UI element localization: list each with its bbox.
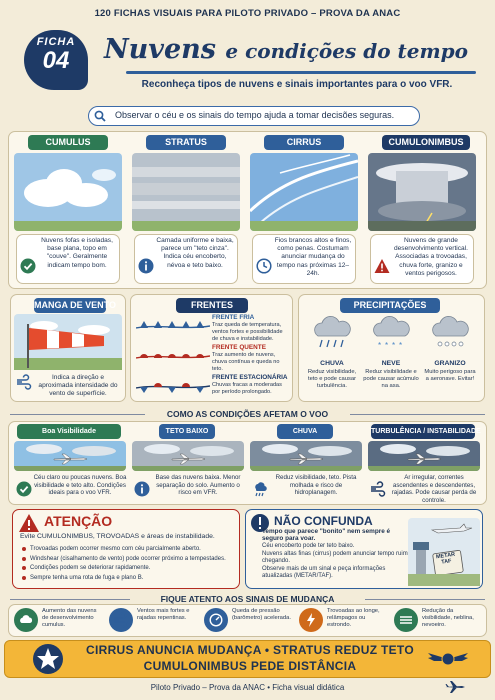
svg-text:*: * [378,341,382,350]
precip-illustration-chuva [310,314,354,350]
manga-desc: Indica a direção e aproximada intensidade do vento de superfície. [38,374,118,398]
condition-image [368,441,480,471]
cloud-image-cumulonimbus [368,153,476,231]
frentes-title: FRENTES [176,298,248,313]
cloud-desc: Camada uniforme e baixa, parece um "teto cinza". Indica céu encoberto, névoa e teto baixo. [156,237,234,269]
atencao-bullet: Condições podem se deteriorar rapidamente. [30,565,151,571]
warning-icon [18,513,40,533]
star-icon [32,643,64,675]
frente-name: FRENTE ESTACIONÁRIA [212,374,288,381]
condition-label: TETO BAIXO [159,424,215,439]
sinais-heading: FIQUE ATENTO AOS SINAIS DE MUDANÇA [160,594,335,604]
sinal-desc: Trovoadas ao longe, relâmpagos ou estrondo. [327,608,380,628]
page-subtitle: Reconheça tipos de nuvens e sinais importantes para o voo VFR. [141,79,453,90]
svg-text:*: * [392,341,396,350]
fog-icon [394,608,418,632]
wind-icon [16,374,32,390]
sinal-desc: Aumento das nuvens de desenvolvimento cumulus. [42,608,97,628]
gauge-icon [204,608,228,632]
divider-left-2 [10,599,130,600]
condition-label: TURBULÊNCIA / INSTABILIDADE [371,424,475,439]
frente-symbol [136,348,210,364]
precip-name: GRANIZO [434,360,466,367]
precip-desc: Muito perigoso para a aeronave. Evitar! [424,369,476,382]
lightning-icon [299,608,323,632]
confunda-title: NÃO CONFUNDA [274,514,373,528]
atencao-bullet: Trovoadas podem ocorrer mesmo com céu parcialmente aberto. [30,546,201,552]
svg-text:*: * [385,341,389,350]
cloud-label-cumulonimbus: CUMULONIMBUS [382,135,470,150]
clock-icon [256,258,272,274]
title-underline [126,71,476,74]
tip-bar: Observar o céu e os sinais do tempo ajuda a tomar decisões seguras. [88,106,420,126]
search-icon [94,110,106,122]
check-icon [20,258,36,274]
cloud-image-stratus [132,153,240,231]
condition-image [250,441,362,471]
confunda-line: Observe mais de um sinal e peça informações atualizadas (METAR/TAF). [262,566,386,580]
windsock-illustration [14,314,122,370]
confunda-line: Céu encoberto pode ter teto baixo. [262,543,355,549]
sinal-desc: Queda de pressão (barômetro) acelerada. [232,608,291,621]
precip-illustration-granizo [428,314,472,350]
cloud-image-cumulus [14,153,122,231]
precip-name: CHUVA [320,360,344,367]
frente-desc: Traz queda de temperatura, ventos fortes e possibilidade de chuva e instabilidade. [212,322,283,342]
precip-desc: Reduz visibilidade e pode causar acúmulo na asa. [363,369,419,389]
wings-icon [426,647,470,671]
title-rest: e condições do tempo [225,39,468,63]
frente-name: FRENTE FRIA [212,314,255,321]
info-icon [134,481,150,497]
cloud-desc: Fios brancos altos e finos, como penas. Costumam anunciar mudança do tempo nas próximas 12–24h. [274,237,352,277]
confunda-line: Tempo que parece "bonito" nem sempre é seguro para voar. [262,528,391,543]
frente-name: FRENTE QUENTE [212,344,266,351]
conditions-heading: COMO AS CONDIÇÕES AFETAM O VOO [166,409,329,419]
airplane-icon [444,680,466,694]
cloud-icon [14,608,38,632]
precip-title: PRECIPITAÇÕES [340,298,440,313]
cloud-label-stratus: STRATUS [146,135,226,150]
check-icon [16,481,32,497]
series-title: 120 FICHAS VISUAIS PARA PILOTO PRIVADO – PROVA DA ANAC [94,8,401,19]
cloud-desc: Nuvens fofas e isoladas, base plana, topo em "couve". Geralmente indicam tempo bom. [41,237,113,269]
condition-desc: Reduz visibilidade, teto. Pista molhada e risco de hidroplanagem. [275,474,357,497]
atencao-bullet: Windshear (cisalhamento de vento) pode ocorrer próximo a tempestades. [30,555,226,562]
divider-right-2 [365,599,485,600]
frente-desc: Chuvas fracas a moderadas por período prolongado. [212,382,282,395]
svg-text:*: * [399,341,403,350]
condition-label: CHUVA [277,424,333,439]
wind-icon [370,481,386,497]
title-main: Nuvens [104,34,217,65]
precip-name: NEVE [381,360,401,367]
precip-illustration-neve [369,314,413,350]
cloud-label-cumulus: CUMULUS [28,135,108,150]
atencao-title: ATENÇÃO [44,513,113,529]
footer-text: Piloto Privado – Prova da ANAC • Ficha visual didática [150,683,345,692]
divider-left [10,414,145,415]
banner-text [70,643,430,674]
page-title [104,30,484,71]
banner-line-1: CIRRUS ANUNCIA MUDANÇA • STRATUS REDUZ TETO [86,643,414,657]
confunda-line: Nuvens altas finas (cirrus) podem anunciar tempo ruim chegando. [262,551,408,565]
rain-icon [252,481,268,497]
metar-sign: METAR TAF [435,551,456,566]
frente-desc: Traz aumento de nuvens, chuva contínua e queda no teto. [212,352,280,372]
atencao-intro: Evite CUMULONIMBUS, TROVOADAS e áreas de instabilidade. [20,533,215,540]
atencao-bullet: Sempre tenha uma rota de fuga e plano B. [30,574,144,581]
bullet-dot [22,547,26,551]
sinal-desc: Ventos mais fortes e rajadas repentinas. [137,608,190,621]
frente-symbol [136,318,210,334]
bullet-dot [22,557,26,561]
ficha-label: FICHA [36,36,76,48]
condition-desc: Base das nuvens baixa. Menor separação do solo. Aumento o risco em VFR. [155,474,241,497]
cloud-label-cirrus: CIRRUS [264,135,344,150]
sinal-desc: Redução da visibilidade, neblina, nevoeiro. [422,608,474,628]
frente-symbol [136,378,210,394]
info-icon [138,258,154,274]
ficha-badge [24,30,88,90]
wind-icon [109,608,133,632]
bullet-dot [22,566,26,570]
ficha-number: 04 [42,47,70,74]
warning-icon [374,258,390,274]
precip-desc: Reduz visibilidade, teto e pode causar turbulência. [307,369,357,389]
condition-image [14,441,126,471]
cloud-desc: Nuvens de grande desenvolvimento vertical. Associadas a trovoadas, chuva forte, granizo e ventos perigosos. [393,237,469,277]
condition-image [132,441,244,471]
banner-line-2: CUMULONIMBUS PEDE DISTÂNCIA [143,658,357,673]
condition-desc: Ar irregular, correntes ascendentes e descendentes, rajadas. Pode causar perda de controle. [391,474,477,504]
manga-title: MANGA DE VENTO [34,298,106,313]
divider-right [350,414,485,415]
airport-illustration [408,518,480,586]
condition-desc: Céu claro ou poucas nuvens. Boa visibilidade e teto alto. Condições ideais para o voo VFR. [33,474,127,497]
bullet-dot [22,576,26,580]
condition-label: Boa Visibilidade [17,424,121,439]
cloud-image-cirrus [250,153,358,231]
